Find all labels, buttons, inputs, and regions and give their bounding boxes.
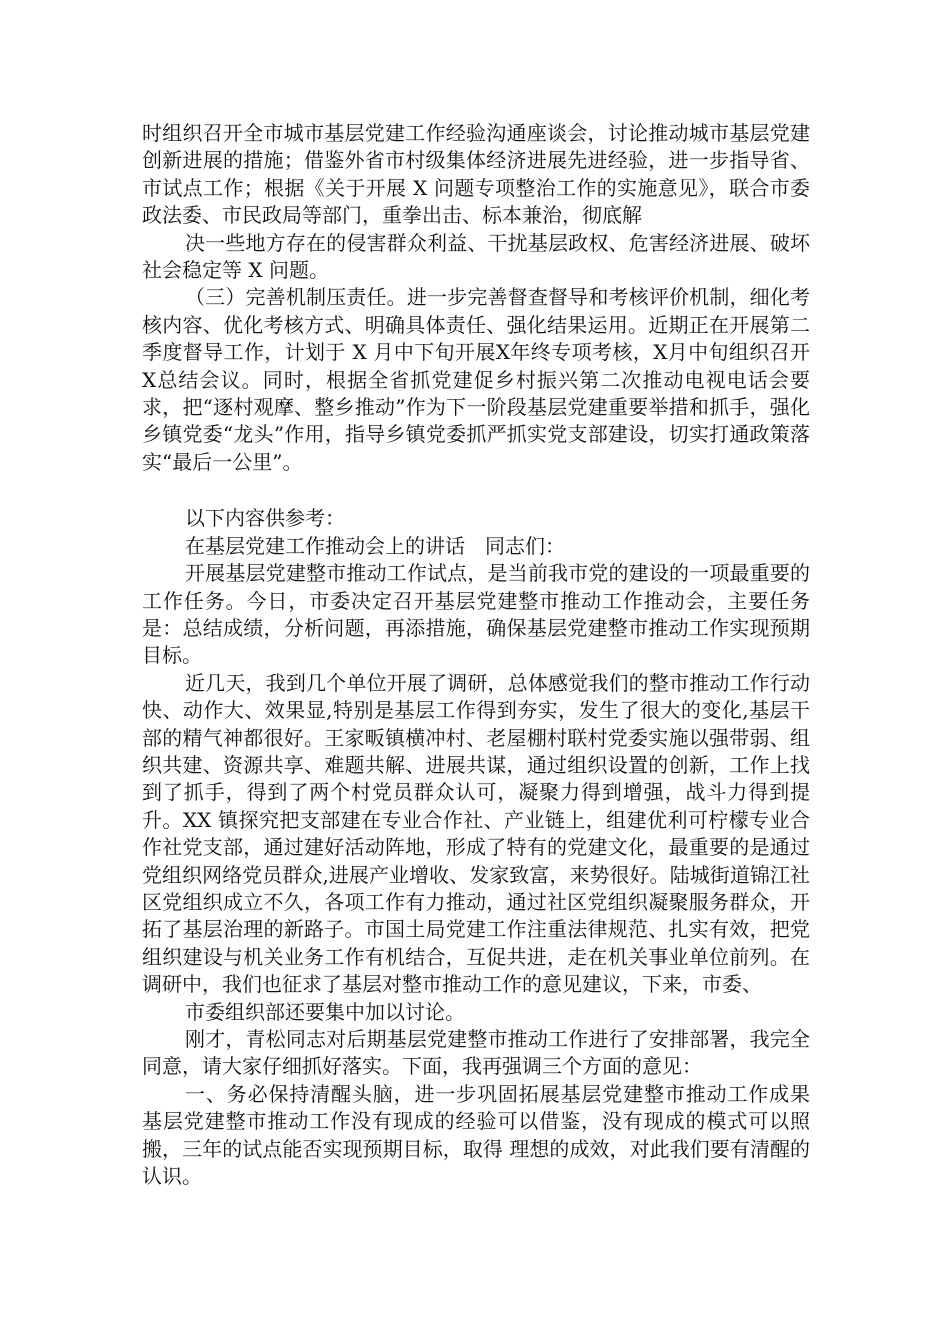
paragraph-pilot: 开展基层党建整市推动工作试点，是当前我市党的建设的一项最重要的工作任务。今日，市委决定召开基层党建整市推动工作推动会，主要任务是：总结成绩，分析问题，再添措施，确保基层党建整市推动工作实现预期目标。: [142, 561, 810, 668]
paragraph-reference-note: 以下内容供参考：: [185, 506, 345, 531]
paragraph-research: 近几天，我到几个单位开展了调研，总体感觉我们的整市推动工作行动快、动作大、效果显,特别是基层工作得到夯实，发生了很大的变化,基层干部的精气神都很好。王家畈镇横冲村、老屋棚村联村党委实施以强带弱、组织共建、资源共享、难题共解、进展共谋，通过组织设置的创新，工作上找到了抓手，得到了两个村党员群众认可，凝聚力得到增强，战斗力得到提升。XX 镇探究把支部建在专业合作社、产业链上，组建优利可柠檬专业合作社党支部，通过建好活动阵地，形成了特有的党建文化，最重要的是通过党组织网络党员群众,进展产业增收、发家致富，来势很好。陆城街道锦江社区党组织成立不久，各项工作有力推动，通过社区党组织凝聚服务群众，开拓了基层治理的新路子。市国土局党建工作注重法律规范、扎实有效，把党组织建设与机关业务工作有机结合，互促共进，走在机关事业单位前列。在调研中，我们也征求了基层对整市推动工作的意见建议，下来，市委、: [142, 670, 810, 997]
paragraph-arrangement: 刚才，青松同志对后期基层党建整市推动工作进行了安排部署，我完全同意，请大家仔细抓好落实。下面，我再强调三个方面的意见：: [142, 1027, 810, 1079]
speech-title: 在基层党建工作推动会上的讲话 同志们：: [185, 533, 565, 558]
paragraph-discussion: 市委组织部还要集中加以讨论。: [185, 999, 465, 1024]
paragraph-issues: 决一些地方存在的侵害群众利益、干扰基层政权、危害经济进展、破坏社会稳定等 X 问题。: [142, 230, 810, 283]
paragraph-section-one: 一、务必保持清醒头脑，进一步巩固拓展基层党建整市推动工作成果 基层党建整市推动工作没有现成的经验可以借鉴，没有现成的模式可以照搬，三年的试点能否实现预期目标，取得 理想的成效，对此我们要有清醒的认识。: [142, 1081, 810, 1189]
paragraph-continuation: 时组织召开全市城市基层党建工作经验沟通座谈会，讨论推动城市基层党建创新进展的措施；借鉴外省市村级集体经济进展先进经验，进一步指导省、市试点工作；根据《关于开展 X 问题专项整治工作的实施意见》，联合市委政法委、市民政局等部门，重拳出击、标本兼治，彻底解: [142, 121, 810, 228]
paragraph-mechanism: （三）完善机制压责任。进一步完善督查督导和考核评价机制，细化考核内容、优化考核方式、明确具体责任、强化结果运用。近期正在开展第二季度督导工作，计划于 X 月中下旬开展X年终专项考核，X月中旬组织召开X总结会议。同时，根据全省抓党建促乡村振兴第二次推动电视电话会要求，把“逐村观摩、整乡推动”作为下一阶段基层党建重要举措和抓手，强化乡镇党委“龙头”作用，指导乡镇党委抓严抓实党支部建设，切实打通政策落实“最后一公里”。: [142, 285, 810, 474]
paragraph-gap: [142, 476, 810, 505]
document-page: [142, 120, 810, 1190]
